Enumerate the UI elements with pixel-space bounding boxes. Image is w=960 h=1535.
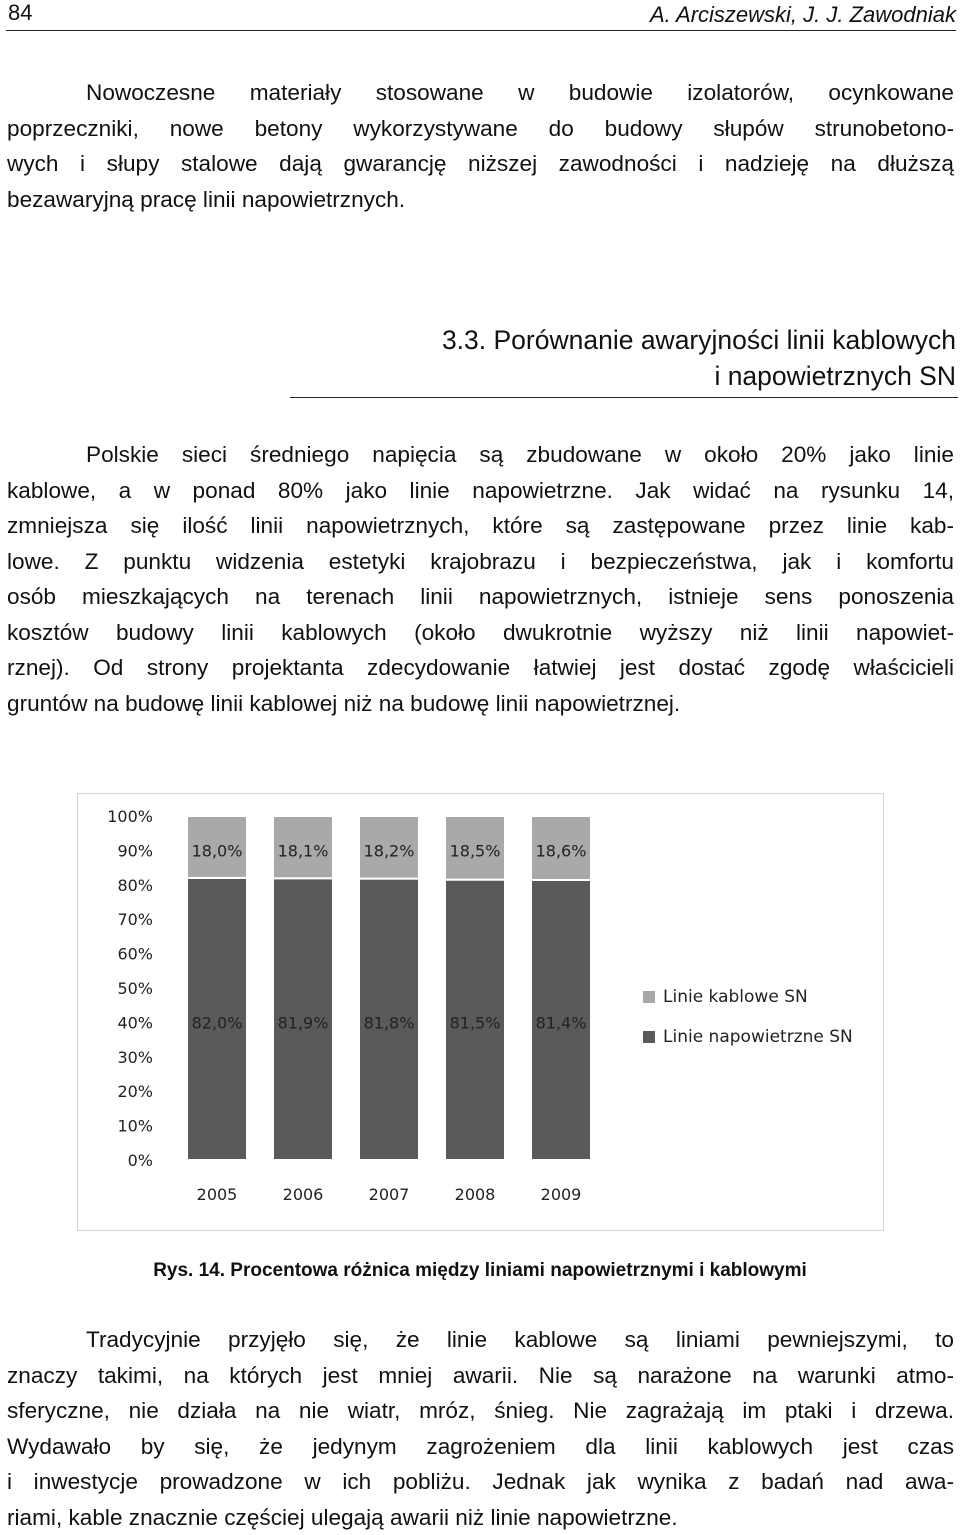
chart	[77, 793, 884, 1231]
y-tick-label: 50%	[117, 979, 153, 998]
text-line: bezawaryjną pracę linii napowietrznych.	[7, 182, 954, 218]
data-label-cable: 18,2%	[364, 841, 415, 860]
data-label-overhead: 81,8%	[364, 1013, 415, 1032]
text-line: Polskie sieci średniego napięcia są zbudowane w około 20% jako linie	[7, 437, 954, 473]
data-label-overhead: 82,0%	[192, 1013, 243, 1032]
y-tick-label: 0%	[128, 1151, 153, 1170]
text-line: kablowe, a w ponad 80% jako linie napowietrzne. Jak widać na rysunku 14,	[7, 473, 954, 509]
paragraph-closing	[7, 1322, 954, 1535]
text-line: i inwestycje prowadzone w ich pobliżu. Jednak jak wynika z badań nad awa-	[7, 1464, 954, 1500]
text-line: riami, kable znacznie częściej ulegają awarii niż linie napowietrzne.	[7, 1500, 954, 1535]
text-line: gruntów na budowę linii kablowej niż na budowę linii napowietrznej.	[7, 686, 954, 722]
figure-caption: Rys. 14. Procentowa różnica między liniami napowietrznymi i kablowymi	[0, 1260, 960, 1282]
legend-label: Linie kablowe SN	[663, 987, 808, 1007]
text-line: Tradycyjnie przyjęło się, że linie kablowe są liniami pewniejszymi, to	[7, 1322, 954, 1358]
chart-legend	[643, 977, 853, 1057]
x-tick-label: 2006	[283, 1185, 324, 1204]
y-tick-label: 10%	[117, 1117, 153, 1136]
legend-swatch	[643, 1031, 655, 1043]
text-line: sferyczne, nie działa na nie wiatr, mróz, śnieg. Nie zagrażają im ptaki i drzewa.	[7, 1393, 954, 1429]
text-line: znaczy takimi, na których jest mniej awarii. Nie są narażone na warunki atmo-	[7, 1358, 954, 1394]
y-tick-label: 80%	[117, 876, 153, 895]
data-label-cable: 18,5%	[450, 841, 501, 860]
data-label-overhead: 81,5%	[450, 1013, 501, 1032]
data-label-overhead: 81,9%	[278, 1013, 329, 1032]
legend-item	[643, 1017, 853, 1057]
y-tick-label: 20%	[117, 1082, 153, 1101]
legend-label: Linie napowietrzne SN	[663, 1027, 853, 1047]
text-line: rznej). Od strony projektanta zdecydowanie łatwiej jest dostać zgodę właścicieli	[7, 650, 954, 686]
x-tick-label: 2009	[541, 1185, 582, 1204]
text-line: lowe. Z punktu widzenia estetyki krajobrazu i bezpieczeństwa, jak i komfortu	[7, 544, 954, 580]
data-label-cable: 18,6%	[536, 841, 587, 860]
legend-swatch	[643, 991, 655, 1003]
y-tick-label: 40%	[117, 1013, 153, 1032]
y-tick-label: 70%	[117, 910, 153, 929]
section-heading-line: 3.3. Porównanie awaryjności linii kablowych	[356, 322, 956, 358]
paragraph-body	[7, 437, 954, 721]
text-line: zmniejsza się ilość linii napowietrznych, które są zastępowane przez linie kab-	[7, 508, 954, 544]
section-heading	[356, 322, 956, 394]
y-tick-label: 90%	[117, 841, 153, 860]
text-line: wych i słupy stalowe dają gwarancję niższej zawodności i nadzieję na dłuższą	[7, 146, 954, 182]
section-rule	[290, 397, 958, 398]
section-heading-line: i napowietrznych SN	[356, 358, 956, 394]
x-tick-label: 2008	[455, 1185, 496, 1204]
text-line: osób mieszkających na terenach linii napowietrznych, istnieje sens ponoszenia	[7, 579, 954, 615]
x-tick-label: 2007	[369, 1185, 410, 1204]
header-rule	[6, 30, 956, 31]
paragraph-intro	[7, 75, 954, 217]
data-label-overhead: 81,4%	[536, 1013, 587, 1032]
text-line: Wydawało by się, że jedynym zagrożeniem dla linii kablowych jest czas	[7, 1429, 954, 1465]
y-tick-label: 60%	[117, 945, 153, 964]
text-line: kosztów budowy linii kablowych (około dwukrotnie wyższy niż linii napowiet-	[7, 615, 954, 651]
running-head: A. Arciszewski, J. J. Zawodniak	[650, 2, 956, 28]
x-tick-label: 2005	[197, 1185, 238, 1204]
text-line: poprzeczniki, nowe betony wykorzystywane do budowy słupów strunobetono-	[7, 111, 954, 147]
y-tick-label: 100%	[107, 807, 153, 826]
data-label-cable: 18,1%	[278, 841, 329, 860]
y-tick-label: 30%	[117, 1048, 153, 1067]
legend-item	[643, 977, 853, 1017]
data-label-cable: 18,0%	[192, 841, 243, 860]
page-number: 84	[8, 0, 32, 26]
text-line: Nowoczesne materiały stosowane w budowie izolatorów, ocynkowane	[7, 75, 954, 111]
